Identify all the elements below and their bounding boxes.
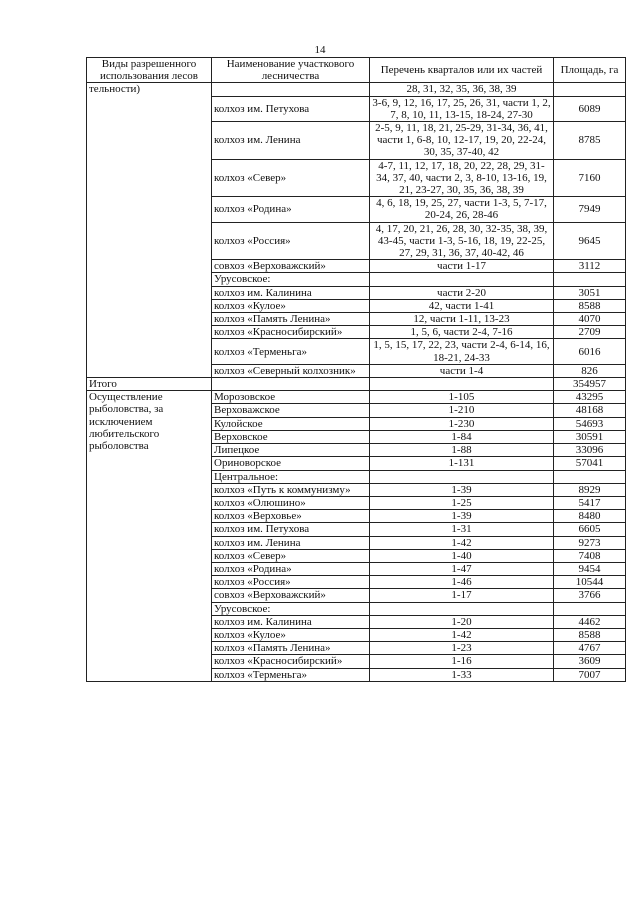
forestry-cell: колхоз «Север» [212, 159, 370, 197]
area-cell: 2709 [554, 326, 626, 339]
forestry-cell: совхоз «Верховажский» [212, 260, 370, 273]
area-cell: 57041 [554, 457, 626, 470]
quarters-cell: 3-6, 9, 12, 16, 17, 25, 26, 31, части 1, 2, 7, 8, 10, 11, 13-15, 18-24, 27-30 [370, 96, 554, 121]
forestry-cell: колхоз «Терменьга» [212, 668, 370, 681]
forestry-cell: Верховское [212, 430, 370, 443]
area-cell: 10544 [554, 576, 626, 589]
total-empty-cell [212, 378, 370, 391]
quarters-cell: 1-88 [370, 444, 554, 457]
area-cell [554, 470, 626, 483]
total-area: 354957 [554, 378, 626, 391]
area-cell: 8785 [554, 122, 626, 160]
forestry-cell: колхоз им. Ленина [212, 536, 370, 549]
total-empty-cell [370, 378, 554, 391]
forestry-cell: колхоз «Красносибирский» [212, 326, 370, 339]
quarters-cell: 1-47 [370, 562, 554, 575]
area-cell: 7007 [554, 668, 626, 681]
forestry-cell: Ориноворское [212, 457, 370, 470]
quarters-cell [370, 470, 554, 483]
area-cell: 6089 [554, 96, 626, 121]
area-cell [554, 273, 626, 286]
forestry-cell: Верховажское [212, 404, 370, 417]
area-cell: 48168 [554, 404, 626, 417]
forestry-cell: колхоз «Олюшино» [212, 496, 370, 509]
area-cell: 33096 [554, 444, 626, 457]
quarters-cell: 1-40 [370, 549, 554, 562]
area-cell: 3609 [554, 655, 626, 668]
forestry-cell [212, 83, 370, 96]
area-cell: 9645 [554, 222, 626, 260]
area-cell [554, 602, 626, 615]
forestry-cell: Кулойское [212, 417, 370, 430]
forestry-cell: колхоз «Терменьга» [212, 339, 370, 364]
area-cell: 7408 [554, 549, 626, 562]
quarters-cell: части 2-20 [370, 286, 554, 299]
area-cell: 4070 [554, 313, 626, 326]
quarters-cell: 1-39 [370, 510, 554, 523]
quarters-cell: части 1-17 [370, 260, 554, 273]
quarters-cell [370, 602, 554, 615]
quarters-cell: 1-131 [370, 457, 554, 470]
quarters-cell: 1-230 [370, 417, 554, 430]
quarters-cell: 1-33 [370, 668, 554, 681]
forestry-cell: Липецкое [212, 444, 370, 457]
area-cell: 9454 [554, 562, 626, 575]
forestry-cell: колхоз «Память Ленина» [212, 642, 370, 655]
quarters-cell: 1-210 [370, 404, 554, 417]
forestry-cell: колхоз им. Петухова [212, 523, 370, 536]
quarters-cell: 1-39 [370, 483, 554, 496]
area-cell: 4462 [554, 615, 626, 628]
area-cell: 8588 [554, 628, 626, 641]
area-cell: 8588 [554, 299, 626, 312]
quarters-cell: 1-17 [370, 589, 554, 602]
quarters-cell: 4, 17, 20, 21, 26, 28, 30, 32-35, 38, 39, 43-45, части 1-3, 5-16, 18, 19, 22-25, 27, 29, 31, 36, 37, 40-42, 46 [370, 222, 554, 260]
quarters-cell: 1-42 [370, 536, 554, 549]
area-cell: 8480 [554, 510, 626, 523]
forestry-cell: совхоз «Верховажский» [212, 589, 370, 602]
area-cell: 826 [554, 364, 626, 377]
area-cell: 6016 [554, 339, 626, 364]
page-number: 14 [314, 44, 326, 56]
quarters-cell: 1-84 [370, 430, 554, 443]
forestry-cell: колхоз им. Калинина [212, 615, 370, 628]
area-cell: 6605 [554, 523, 626, 536]
area-cell: 4767 [554, 642, 626, 655]
quarters-cell: части 1-4 [370, 364, 554, 377]
total-label: Итого [87, 378, 212, 391]
area-cell: 3051 [554, 286, 626, 299]
area-cell: 30591 [554, 430, 626, 443]
quarters-cell: 1-23 [370, 642, 554, 655]
quarters-cell: 1-16 [370, 655, 554, 668]
forestry-cell: колхоз им. Калинина [212, 286, 370, 299]
forestry-cell: колхоз «Верховье» [212, 510, 370, 523]
area-cell: 43295 [554, 391, 626, 404]
quarters-cell: 1-20 [370, 615, 554, 628]
forestry-cell: Морозовское [212, 391, 370, 404]
area-cell: 5417 [554, 496, 626, 509]
header-row [87, 58, 626, 83]
forestry-cell: колхоз «Путь к коммунизму» [212, 483, 370, 496]
quarters-cell: 1-105 [370, 391, 554, 404]
forestry-cell: колхоз «Север» [212, 549, 370, 562]
forestry-cell: Урусовское: [212, 273, 370, 286]
header-quarters: Перечень кварталов или их частей [370, 58, 554, 83]
quarters-cell: 1, 5, 15, 17, 22, 23, части 2-4, 6-14, 16, 18-21, 24-33 [370, 339, 554, 364]
quarters-cell: 1-25 [370, 496, 554, 509]
forestry-cell: колхоз «Россия» [212, 222, 370, 260]
forestry-cell: колхоз «Северный колхозник» [212, 364, 370, 377]
forestry-cell: колхоз им. Ленина [212, 122, 370, 160]
table-row [87, 391, 626, 404]
forestry-cell: Урусовское: [212, 602, 370, 615]
forestry-cell: колхоз «Родина» [212, 562, 370, 575]
header-use-type: Виды разрешенного использования лесов [87, 58, 212, 83]
quarters-cell: 2-5, 9, 11, 18, 21, 25-29, 31-34, 36, 41, части 1, 6-8, 10, 12-17, 19, 20, 22-24, 30, 35, 37-40, 42 [370, 122, 554, 160]
forestry-cell: колхоз «Красносибирский» [212, 655, 370, 668]
header-forestry: Наименование участкового лесничества [212, 58, 370, 83]
forestry-cell: колхоз «Кулое» [212, 299, 370, 312]
quarters-cell: 4, 6, 18, 19, 25, 27, части 1-3, 5, 7-17, 20-24, 26, 28-46 [370, 197, 554, 222]
quarters-cell: 1, 5, 6, части 2-4, 7-16 [370, 326, 554, 339]
area-cell: 8929 [554, 483, 626, 496]
area-cell [554, 83, 626, 96]
quarters-cell: 4-7, 11, 12, 17, 18, 20, 22, 28, 29, 31-34, 37, 40, части 2, 3, 8-10, 13-16, 19, 21, 23-27, 30, 35, 36, 38, 39 [370, 159, 554, 197]
forest-use-table [86, 57, 626, 682]
use-type-cell: тельности) [87, 83, 212, 378]
area-cell: 54693 [554, 417, 626, 430]
area-cell: 7949 [554, 197, 626, 222]
quarters-cell: 28, 31, 32, 35, 36, 38, 39 [370, 83, 554, 96]
area-cell: 7160 [554, 159, 626, 197]
header-area: Площадь, га [554, 58, 626, 83]
quarters-cell: 42, части 1-41 [370, 299, 554, 312]
area-cell: 3112 [554, 260, 626, 273]
quarters-cell: 1-31 [370, 523, 554, 536]
quarters-cell: 1-46 [370, 576, 554, 589]
quarters-cell: 1-42 [370, 628, 554, 641]
use-type-cell: Осуществление рыболовства, за исключением любительского рыболовства [87, 391, 212, 681]
forestry-cell: Центральное: [212, 470, 370, 483]
forestry-cell: колхоз им. Петухова [212, 96, 370, 121]
quarters-cell: 12, части 1-11, 13-23 [370, 313, 554, 326]
total-row [87, 378, 626, 391]
quarters-cell [370, 273, 554, 286]
area-cell: 9273 [554, 536, 626, 549]
forestry-cell: колхоз «Кулое» [212, 628, 370, 641]
forestry-cell: колхоз «Родина» [212, 197, 370, 222]
area-cell: 3766 [554, 589, 626, 602]
table-row [87, 83, 626, 96]
forestry-cell: колхоз «Память Ленина» [212, 313, 370, 326]
forestry-cell: колхоз «Россия» [212, 576, 370, 589]
